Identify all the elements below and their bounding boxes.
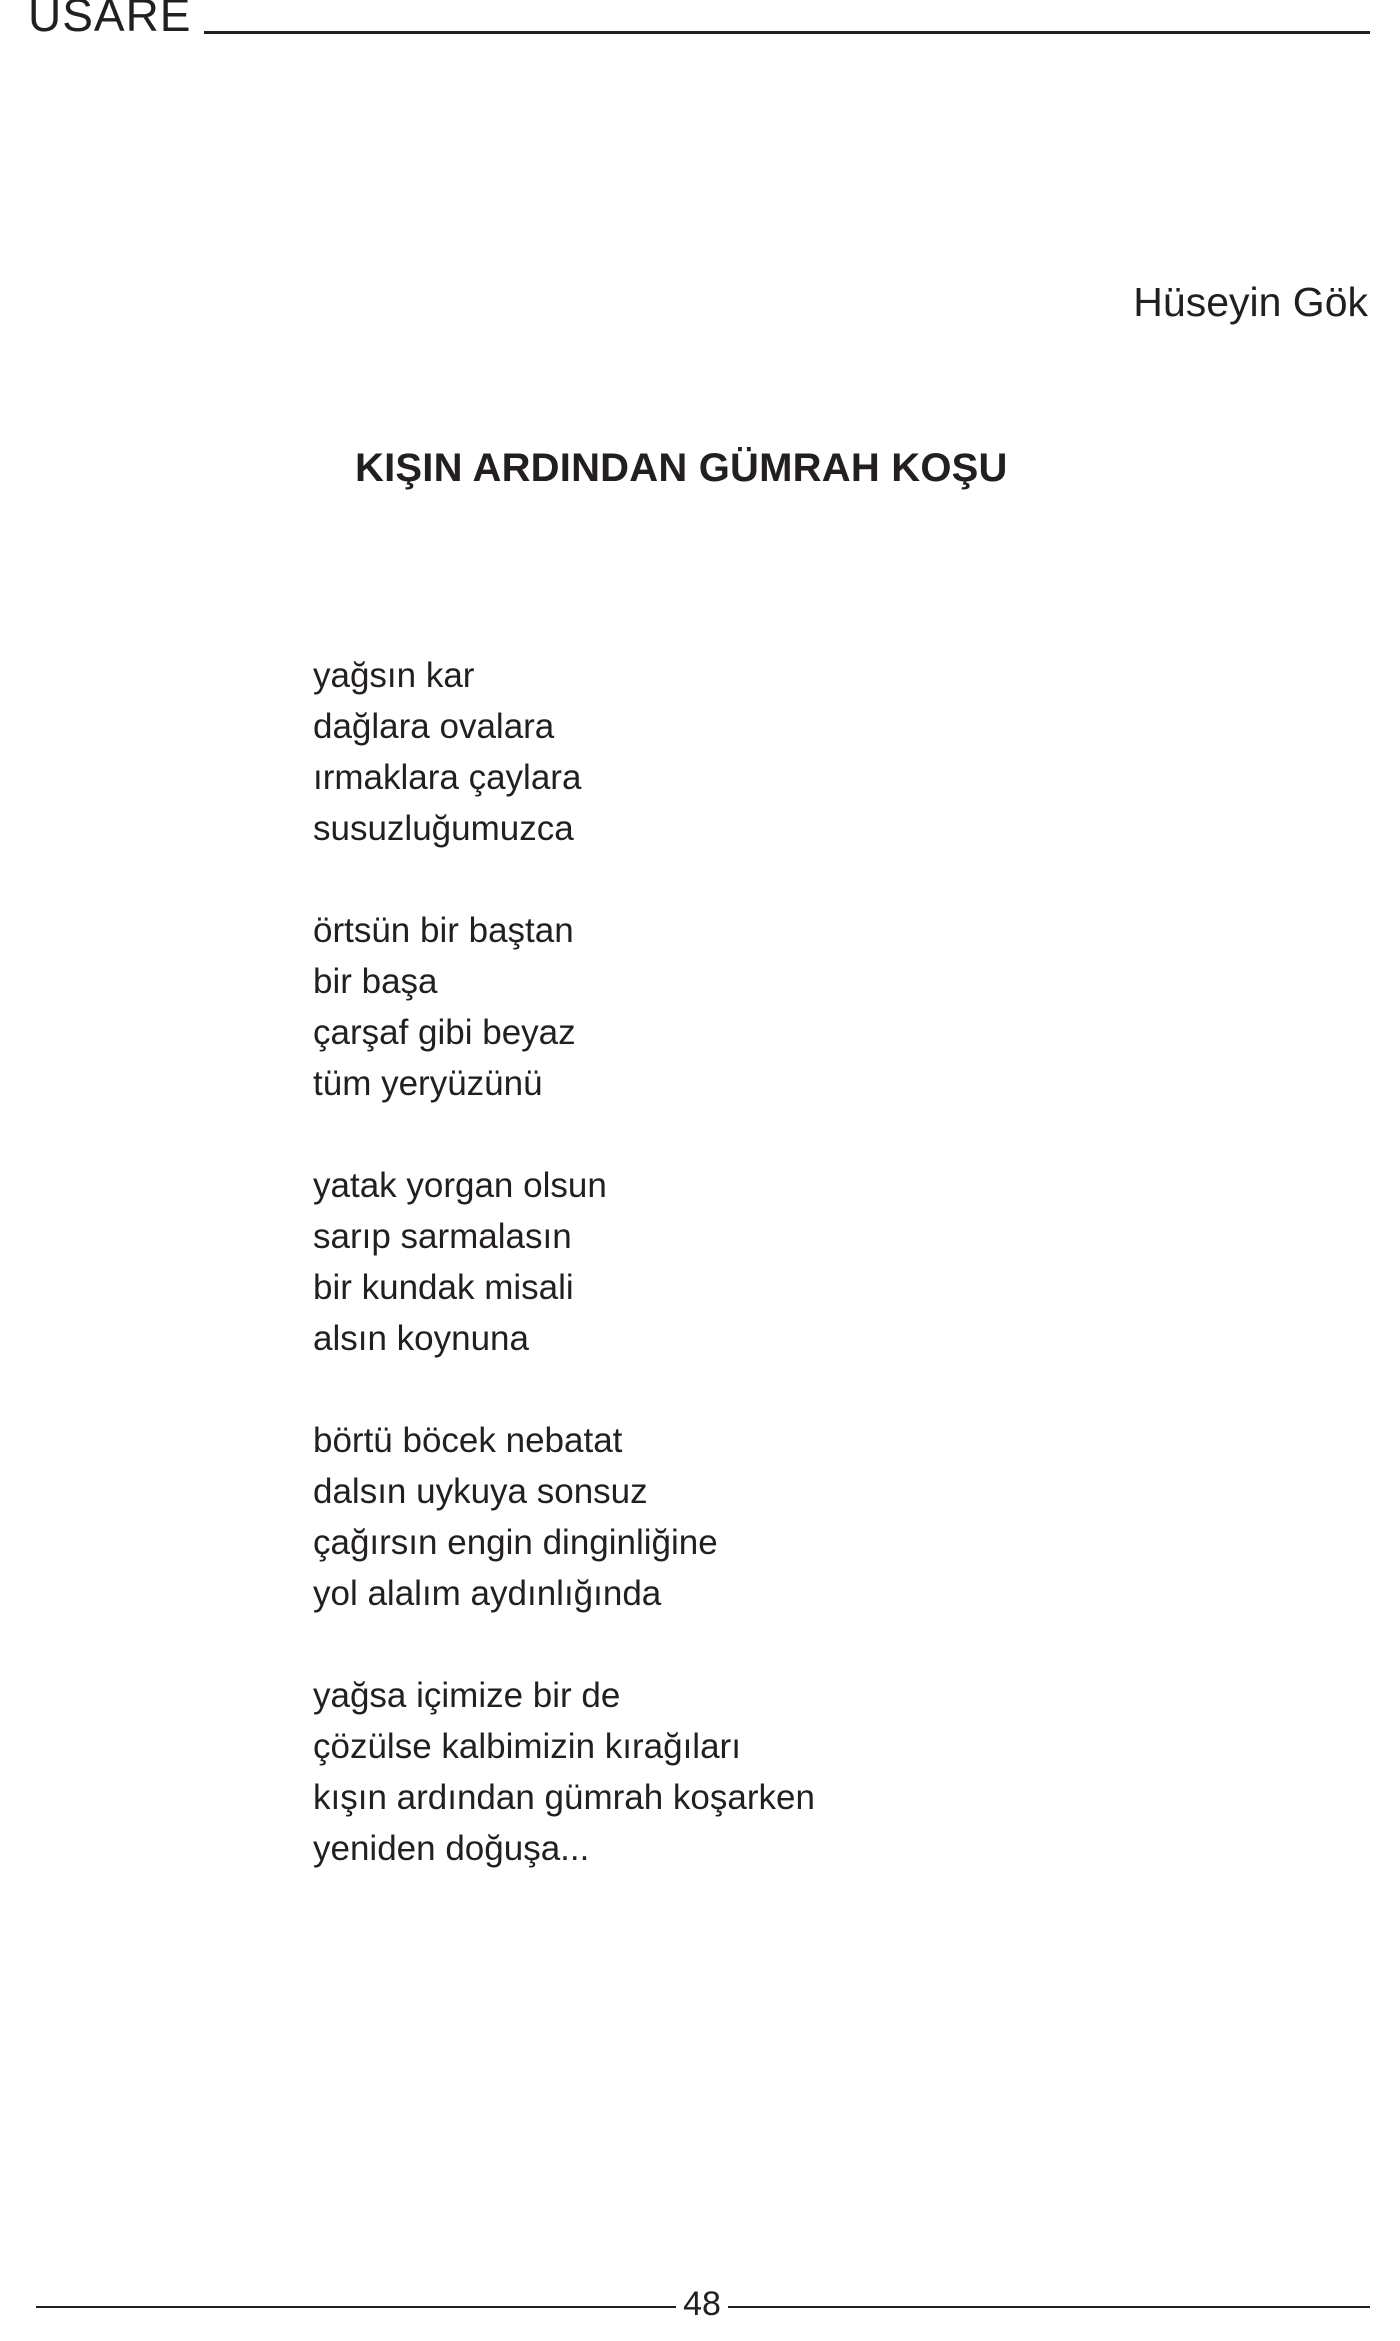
stanza — [313, 1670, 1313, 1874]
poem-line: alsın koynuna — [313, 1319, 529, 1358]
stanza — [313, 1160, 1313, 1364]
poem-line: sarıp sarmalasın — [313, 1217, 572, 1256]
poem-line: dalsın uykuya sonsuz — [313, 1472, 648, 1511]
poem-title: KIŞIN ARDINDAN GÜMRAH KOŞU — [355, 446, 1008, 490]
poem-line: çağırsın engin dinginliğine — [313, 1523, 718, 1562]
poem-line: yeniden doğuşa... — [313, 1829, 590, 1868]
poem-body — [313, 650, 1313, 1925]
stanza — [313, 1415, 1313, 1619]
poem-line: yol alalım aydınlığında — [313, 1574, 662, 1613]
poem-line: yağsın kar — [313, 656, 475, 695]
poem-line: ırmaklara çaylara — [313, 758, 582, 797]
poem-line: kışın ardından gümrah koşarken — [313, 1778, 815, 1817]
poem-line: yağsa içimize bir de — [313, 1676, 621, 1715]
poem-line: çözülse kalbimizin kırağıları — [313, 1727, 741, 1766]
stanza — [313, 905, 1313, 1109]
poem-line: tüm yeryüzünü — [313, 1064, 543, 1103]
footer-rule-right — [728, 2306, 1370, 2308]
journal-name: USARE — [28, 0, 192, 41]
page-number: 48 — [683, 2285, 721, 2323]
poem-line: susuzluğumuzca — [313, 809, 574, 848]
poem-line: örtsün bir baştan — [313, 911, 574, 950]
poem-line: bir kundak misali — [313, 1268, 574, 1307]
header-rule — [204, 31, 1370, 34]
poem-line: börtü böcek nebatat — [313, 1421, 623, 1460]
poem-line: bir başa — [313, 962, 438, 1001]
poem-line: yatak yorgan olsun — [313, 1166, 607, 1205]
poem-line: dağlara ovalara — [313, 707, 555, 746]
author-name: Hüseyin Gök — [1133, 279, 1368, 325]
page-footer — [36, 2284, 1370, 2324]
page-header — [28, 0, 1370, 40]
stanza — [313, 650, 1313, 854]
footer-rule-left — [36, 2306, 676, 2308]
poem-line: çarşaf gibi beyaz — [313, 1013, 576, 1052]
